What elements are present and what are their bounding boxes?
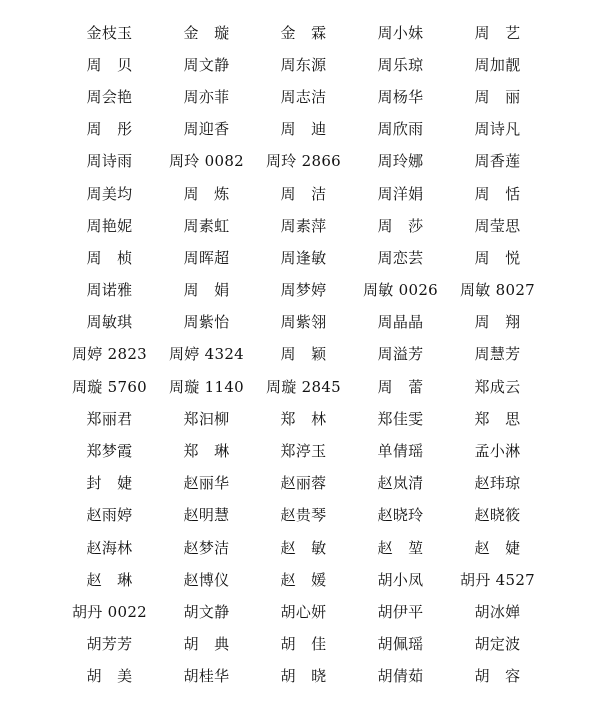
name-entry: 周香莲 [474, 152, 521, 171]
name-entry: 周杨华 [377, 87, 424, 106]
name-entry: 周 彤 [86, 120, 133, 139]
name-entry: 赵梦洁 [183, 538, 230, 557]
name-entry: 周晶晶 [377, 313, 424, 332]
name-entry: 周敏 8027 [459, 281, 536, 300]
name-entry: 赵 琳 [86, 570, 133, 589]
name-entry: 郑 林 [280, 409, 327, 428]
name-entry: 周梦婷 [280, 281, 327, 300]
name-entry: 周 悦 [474, 248, 521, 267]
name-entry: 胡冰婵 [474, 602, 521, 621]
name-entry: 赵贵琴 [280, 506, 327, 525]
name-entry: 周 翔 [474, 313, 521, 332]
name-entry: 周小妹 [377, 23, 424, 42]
name-entry: 赵晓玲 [377, 506, 424, 525]
name-entry: 周 颖 [280, 345, 327, 364]
name-entry: 周 娟 [183, 281, 230, 300]
name-entry: 郑成云 [474, 377, 521, 396]
name-entry: 周敏琪 [86, 313, 133, 332]
name-entry: 周 炼 [183, 184, 230, 203]
name-entry: 金 霖 [280, 23, 327, 42]
name-entry: 周素萍 [280, 216, 327, 235]
name-entry: 郑 琳 [183, 442, 230, 461]
name-entry: 周璇 5760 [71, 377, 148, 396]
name-entry: 郑佳雯 [377, 409, 424, 428]
name-entry: 郑丽君 [86, 409, 133, 428]
name-entry: 周诗雨 [86, 152, 133, 171]
name-entry: 周亦菲 [183, 87, 230, 106]
name-entry: 赵博仪 [183, 570, 230, 589]
name-entry: 胡 典 [183, 635, 230, 654]
name-entry: 周紫怡 [183, 313, 230, 332]
name-entry: 赵玮琼 [474, 474, 521, 493]
name-entry: 周慧芳 [474, 345, 521, 364]
name-entry: 周艳妮 [86, 216, 133, 235]
name-entry: 赵雨婷 [86, 506, 133, 525]
name-entry: 周紫翎 [280, 313, 327, 332]
name-entry: 赵明慧 [183, 506, 230, 525]
name-entry: 周文静 [183, 55, 230, 74]
name-entry: 周玲 0082 [168, 152, 245, 171]
name-entry: 周婷 2823 [71, 345, 148, 364]
name-entry: 周东源 [280, 55, 327, 74]
name-entry: 周美均 [86, 184, 133, 203]
name-entry: 胡 美 [86, 667, 133, 686]
name-entry: 周欣雨 [377, 120, 424, 139]
name-entry: 胡心妍 [280, 602, 327, 621]
name-entry: 周玲 2866 [265, 152, 342, 171]
name-entry: 胡定波 [474, 635, 521, 654]
name-entry: 胡丹 0022 [71, 602, 148, 621]
name-entry: 胡 佳 [280, 635, 327, 654]
name-entry: 周 洁 [280, 184, 327, 203]
name-entry: 周敏 0026 [362, 281, 439, 300]
name-entry: 郑汩柳 [183, 409, 230, 428]
name-entry: 周素虹 [183, 216, 230, 235]
name-entry: 周加靓 [474, 55, 521, 74]
name-list-grid [62, 16, 547, 692]
name-entry: 周婷 4324 [168, 345, 245, 364]
name-entry: 赵丽华 [183, 474, 230, 493]
name-entry: 郑梦霞 [86, 442, 133, 461]
name-entry: 周志洁 [280, 87, 327, 106]
name-entry: 赵 媛 [280, 570, 327, 589]
name-entry: 胡 容 [474, 667, 521, 686]
name-entry: 周 迪 [280, 120, 327, 139]
name-entry: 胡文静 [183, 602, 230, 621]
name-entry: 周晖超 [183, 248, 230, 267]
name-entry: 封 婕 [86, 474, 133, 493]
name-entry: 周 丽 [474, 87, 521, 106]
name-entry: 赵 敏 [280, 538, 327, 557]
name-entry: 赵岚清 [377, 474, 424, 493]
name-entry: 周 艺 [474, 23, 521, 42]
name-entry: 周溢芳 [377, 345, 424, 364]
name-entry: 孟小淋 [474, 442, 521, 461]
name-entry: 周迎香 [183, 120, 230, 139]
name-entry: 胡丹 4527 [459, 570, 536, 589]
name-entry: 胡伊平 [377, 602, 424, 621]
name-entry: 周恋芸 [377, 248, 424, 267]
name-entry: 周莹思 [474, 216, 521, 235]
name-entry: 周璇 2845 [265, 377, 342, 396]
name-entry: 周逢敏 [280, 248, 327, 267]
name-entry: 郑 思 [474, 409, 521, 428]
name-entry: 周璇 1140 [168, 377, 245, 396]
name-entry: 胡桂华 [183, 667, 230, 686]
name-entry: 周 恬 [474, 184, 521, 203]
name-entry: 胡 晓 [280, 667, 327, 686]
name-entry: 周诺雅 [86, 281, 133, 300]
name-entry: 周诗凡 [474, 120, 521, 139]
name-entry: 周乐琼 [377, 55, 424, 74]
name-entry: 周会艳 [86, 87, 133, 106]
name-entry: 赵丽蓉 [280, 474, 327, 493]
name-entry: 胡倩茹 [377, 667, 424, 686]
name-entry: 周玲娜 [377, 152, 424, 171]
name-entry: 胡小凤 [377, 570, 424, 589]
name-entry: 周 桢 [86, 248, 133, 267]
name-entry: 胡佩瑶 [377, 635, 424, 654]
name-entry: 周洋娟 [377, 184, 424, 203]
name-entry: 郑渟玉 [280, 442, 327, 461]
name-entry: 周 蕾 [377, 377, 424, 396]
name-entry: 周 莎 [377, 216, 424, 235]
name-entry: 金枝玉 [86, 23, 133, 42]
name-entry: 赵海林 [86, 538, 133, 557]
name-entry: 周 贝 [86, 55, 133, 74]
name-entry: 单倩瑶 [377, 442, 424, 461]
name-entry: 赵 堃 [377, 538, 424, 557]
name-entry: 赵 婕 [474, 538, 521, 557]
name-entry: 金 璇 [183, 23, 230, 42]
name-entry: 胡芳芳 [86, 635, 133, 654]
name-entry: 赵晓筱 [474, 506, 521, 525]
